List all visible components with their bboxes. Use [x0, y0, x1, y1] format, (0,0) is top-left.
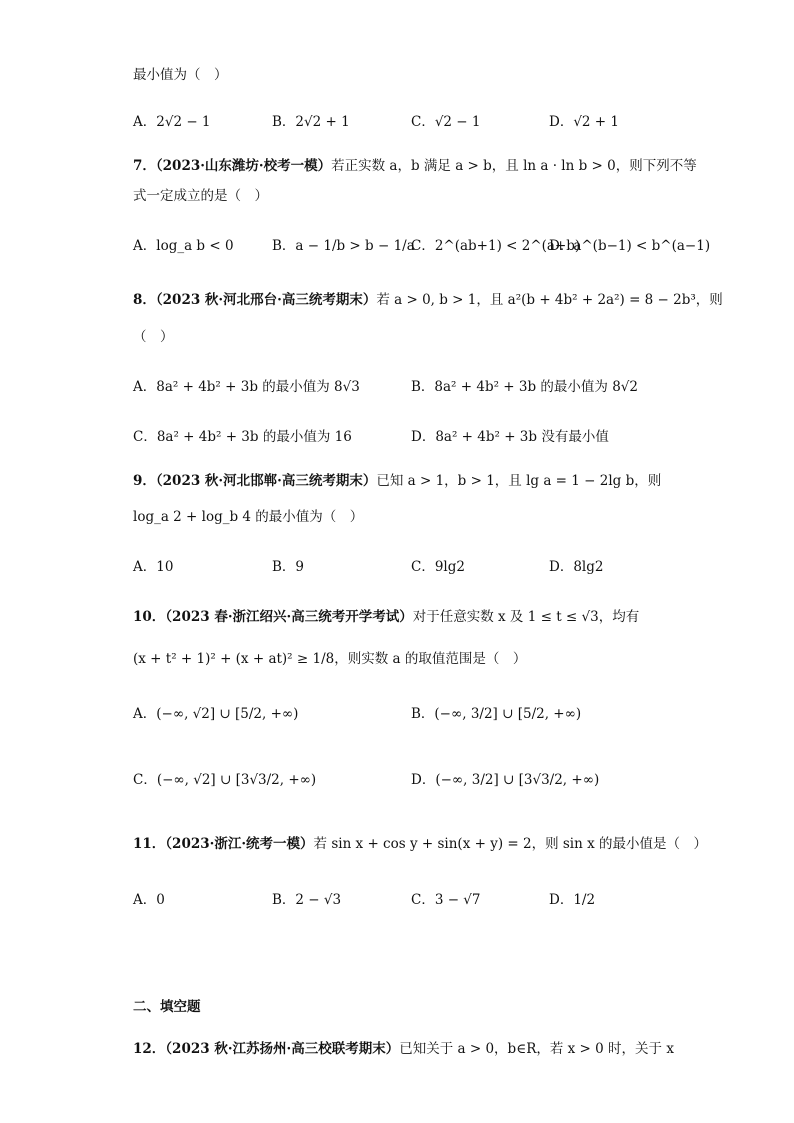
q8-option-a: A．8a² + 4b² + 3b 的最小值为 8√3 [133, 379, 360, 395]
q9-stem-line2: log_a 2 + log_b 4 的最小值为（ ） [133, 509, 364, 525]
q10-stem-line1 [133, 608, 639, 626]
q8-option-d: D．8a² + 4b² + 3b 没有最小值 [411, 429, 609, 445]
q10-stem-line2: (x + t² + 1)² + (x + at)² ≥ 1/8，则实数 a 的取值范围是（ ） [133, 651, 527, 667]
q11-option-a: A．0 [133, 892, 165, 908]
q7-stem-line1 [133, 157, 697, 175]
question-text: 已知 a > 1，b > 1，且 lg a = 1 − 2lg b，则 [376, 473, 662, 489]
q9-option-d: D．8lg2 [549, 559, 604, 575]
question-number: 10． [133, 609, 166, 625]
question-source: （2023 秋·江苏扬州·高三校联考期末） [165, 1041, 400, 1057]
q7-option-c: C．2^(ab+1) < 2^(a+b) [411, 238, 581, 254]
question-number: 9． [133, 473, 156, 489]
q8-stem-line2: （ ） [133, 329, 174, 345]
q6-option-b: B．2√2 + 1 [272, 114, 350, 130]
q9-option-a: A．10 [133, 559, 174, 575]
q10-option-b: B．(−∞, 3/2] ∪ [5/2, +∞) [411, 706, 582, 722]
q6-option-c: C．√2 − 1 [411, 114, 481, 130]
question-source: （2023·浙江·统考一模） [165, 836, 314, 852]
q10-option-d: D．(−∞, 3/2] ∪ [3√3/2, +∞) [411, 772, 600, 788]
q10-option-a: A．(−∞, √2] ∪ [5/2, +∞) [133, 706, 299, 722]
section-heading: 二、填空题 [133, 999, 201, 1015]
question-text: 对于任意实数 x 及 1 ≤ t ≤ √3，均有 [412, 609, 640, 625]
question-text: 若 a > 0, b > 1，且 a²(b + 4b² + 2a²) = 8 − 2b³，则 [376, 292, 723, 308]
q11-option-d: D．1/2 [549, 892, 596, 908]
question-source: （2023·山东潍坊·校考一模） [155, 158, 332, 174]
question-number: 8． [133, 292, 156, 308]
q7-option-d: D．a^(b−1) < b^(a−1) [549, 238, 711, 254]
question-source: （2023 秋·河北邯郸·高三统考期末） [155, 473, 377, 489]
question-text: 若 sin x + cos y + sin(x + y) = 2，则 sin x 的最小值是（ ） [313, 836, 708, 852]
q11-option-c: C．3 − √7 [411, 892, 481, 908]
question-text: 若正实数 a，b 满足 a > b，且 ln a · ln b > 0，则下列不等 [331, 158, 697, 174]
q11-stem-line1 [133, 835, 707, 853]
q12-stem-line1 [133, 1040, 674, 1058]
q7-option-b: B．a − 1/b > b − 1/a [272, 238, 415, 254]
q7-stem-line2: 式一定成立的是（ ） [133, 188, 268, 204]
q6-option-d: D．√2 + 1 [549, 114, 619, 130]
q6-option-a: A．2√2 − 1 [133, 114, 211, 130]
question-number: 12． [133, 1041, 166, 1057]
question-text: 已知关于 a > 0，b∈R，若 x > 0 时，关于 x [399, 1041, 674, 1057]
q8-option-b: B．8a² + 4b² + 3b 的最小值为 8√2 [411, 379, 638, 395]
q8-stem-line1 [133, 291, 723, 309]
q9-stem-line1 [133, 472, 661, 490]
q10-option-c: C．(−∞, √2] ∪ [3√3/2, +∞) [133, 772, 317, 788]
question-source: （2023 秋·河北邢台·高三统考期末） [155, 292, 377, 308]
q9-option-b: B．9 [272, 559, 305, 575]
q11-option-b: B．2 − √3 [272, 892, 342, 908]
q8-option-c: C．8a² + 4b² + 3b 的最小值为 16 [133, 429, 352, 445]
question-source: （2023 春·浙江绍兴·高三统考开学考试） [165, 609, 413, 625]
q6-stem-tail: 最小值为（ ） [133, 67, 228, 83]
q7-option-a: A．log_a b < 0 [133, 238, 234, 254]
question-number: 7． [133, 158, 156, 174]
question-number: 11． [133, 836, 166, 852]
q9-option-c: C．9lg2 [411, 559, 465, 575]
